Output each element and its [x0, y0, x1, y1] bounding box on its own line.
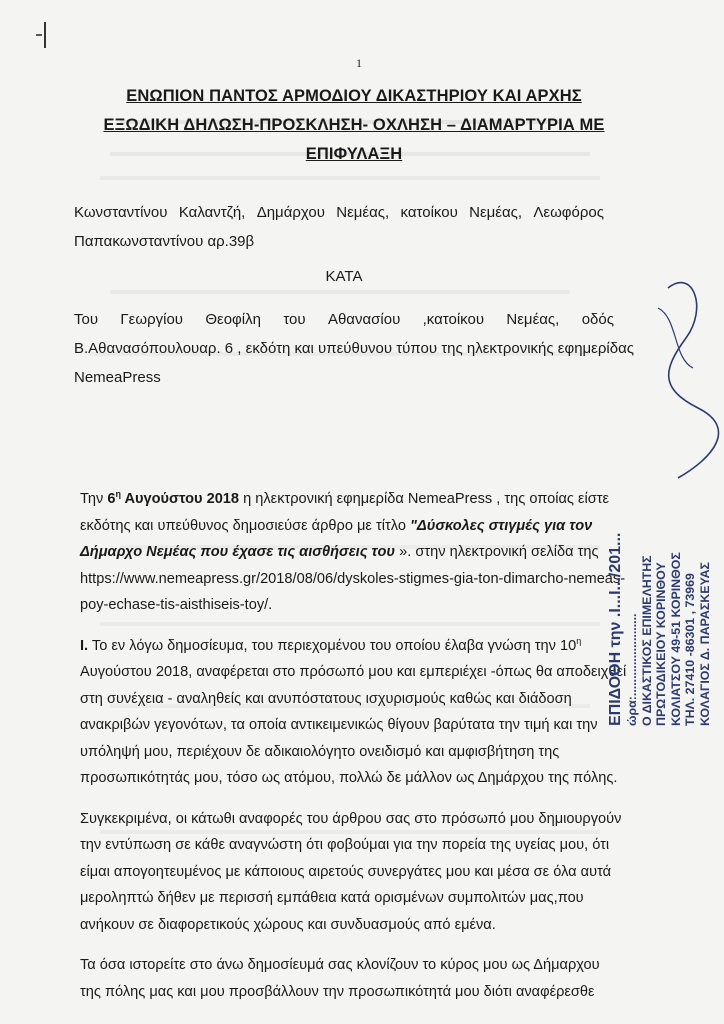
- recipient-word: του: [283, 311, 306, 328]
- heading-line-3: ΕΠΙΦΥΛΑΞΗ: [305, 145, 403, 163]
- document-body: [80, 486, 627, 1019]
- paragraph-4: [80, 952, 624, 1005]
- p1-line-1: [80, 486, 624, 513]
- stamp-time-line: ώρα:........................: [625, 613, 639, 726]
- p2-line-3: στη συνέχεια - αναληθείς και ανυπόστατους ισχυρισμούς καθώς και διάδοση: [80, 690, 572, 707]
- p2-line-4: ανακριβών γεγονότων, τα οποία αντικειμενικώς θίγουν βαρύτατα την τιμή και την: [80, 717, 598, 733]
- recipient-word: ,κατοίκου: [422, 311, 485, 328]
- sender-word: Καλαντζή,: [178, 204, 246, 221]
- recipient-word: Γεωργίου: [120, 311, 183, 328]
- date-day: 6: [107, 491, 116, 507]
- paragraph-3: [80, 806, 624, 939]
- sender-line-1: [74, 198, 604, 227]
- p2-superscript: η: [576, 635, 582, 646]
- p1-text: η ηλεκτρονική εφημερίδα NemeaPress , της οποίας είστε: [239, 491, 609, 507]
- p1-text: Την: [80, 491, 108, 507]
- p3-line-5: ανήκουν σε διαφορετικούς χώρους και συνδυασμούς από εμένα.: [80, 916, 496, 933]
- p3-line-1: Συγκεκριμένα, οι κάτωθι αναφορές του άρθρου σας στο πρόσωπό μου δημιουργούν: [80, 810, 622, 827]
- stamp-court-line: ΠΡΩΤΟΔΙΚΕΙΟΥ ΚΟΡΙΝΘΟΥ: [654, 562, 669, 726]
- p3-line-3: είμαι απογοητευμένος με κάποιους αιρετούς συνεργάτες μου και μέσα σε όλα αυτά: [80, 863, 612, 880]
- sender-word: Νεμέας,: [469, 204, 523, 221]
- p3-line-4: μεροληπτώ δήθεν με περισσή εμπάθεια κατά ορισμένων συμπολιτών μας,που: [80, 890, 584, 906]
- recipient-line-1: [74, 305, 614, 334]
- paragraph-2: [80, 633, 627, 792]
- stamp-name-line: ΚΟΛΑΓΙΟΣ Δ. ΠΑΡΑΣΚΕΥΑΣ: [697, 562, 712, 726]
- date-superscript: η: [115, 489, 121, 500]
- recipient-word: Του: [74, 311, 99, 328]
- sender-word: Κωνσταντίνου: [74, 204, 168, 221]
- recipient-block: [74, 305, 634, 392]
- heading-line-1: ΕΝΩΠΙΟΝ ΠΑΝΤΟΣ ΑΡΜΟΔΙΟΥ ΔΙΚΑΣΤΗΡΙΟΥ ΚΑΙ ΑΡΧΗΣ: [126, 87, 582, 105]
- sender-word: Νεμέας,: [336, 204, 390, 221]
- article-title-part-1: "Δύσκολες στιγμές για τον: [410, 517, 593, 534]
- stamp-address-line: ΚΟΛΙΑΤΣΟΥ 49-51 ΚΟΡΙΝΘΟΣ: [668, 552, 683, 726]
- recipient-word: Θεοφίλη: [205, 311, 261, 328]
- page-number: 1: [356, 56, 362, 70]
- p2-line-2: Αυγούστου 2018, αναφέρεται στο πρόσωπό μου και εμπεριέχει -όπως θα αποδειχθεί: [80, 664, 627, 680]
- recipient-line-3: NemeaPress: [74, 369, 161, 386]
- p4-line-2: της πόλης μας και μου προσβάλλουν την προσωπικότητά μου διότι αναφέρεσθε: [80, 983, 595, 1000]
- p2-text: Το εν λόγω δημοσίευμα, του περιεχομένου του οποίου έλαβα γνώση την 10: [88, 637, 577, 654]
- p3-line-2: την εντύπωση σε κάθε αναγνώστη ότι φοβούμαι για την πορεία της υγείας μου, ότι: [80, 837, 610, 853]
- p2-line-1: [80, 633, 624, 660]
- p1-text: ». στην ηλεκτρονική σελίδα της: [395, 544, 599, 560]
- p2-line-6: προσωπικότητάς μου, τόσο ως ατόμου, πολλώ δε μάλλον ως Δημάρχου της πόλης.: [80, 770, 618, 786]
- stamp-phone-line: ΤΗΛ. 27410 -86301 , 73969: [683, 573, 698, 726]
- p2-line-5: υπόληψή μου, περιέχουν δε αδικαιολόγητο ονειδισμό και αμφισβήτηση της: [80, 743, 560, 760]
- recipient-word: Αθανασίου: [327, 311, 401, 328]
- p1-line-3: [80, 539, 624, 566]
- publication-date: [107, 491, 239, 507]
- section-numeral: Ι.: [80, 637, 89, 654]
- recipient-line-2: Β.Αθανασόπουλουαρ. 6 , εκδότη και υπεύθυνου τύπου της ηλεκτρονικής εφημερίδας: [74, 340, 634, 357]
- scan-mark-2: [36, 34, 42, 36]
- recipient-word: οδός: [581, 311, 614, 328]
- date-month-year: Αυγούστου 2018: [120, 491, 240, 507]
- article-title-part-2: Δήμαρχο Νεμέας που έχασε τις αισθήσεις του: [80, 544, 396, 560]
- p1-text: εκδότης και υπεύθυνος δημοσιεύσε άρθρο με τίτλο: [80, 517, 410, 534]
- sender-word: Λεωφόρος: [533, 204, 604, 221]
- sender-address: Παπακωνσταντίνου αρ.39β: [74, 233, 255, 250]
- kata-label: ΚΑΤΑ: [325, 268, 363, 285]
- stamp-title-line: Ο ΔΙΚΑΣΤΙΚΟΣ ΕΠΙΜΕΛΗΤΗΣ: [639, 555, 654, 726]
- stamp-service-line: ΕΠΙΔΟΘΗ την .Ι...Ι.../201...: [607, 532, 624, 726]
- recipient-word: Νεμέας,: [506, 311, 560, 328]
- article-url-line-1: https://www.nemeapress.gr/2018/08/06/dyskoles-stigmes-gia-ton-dimarcho-nemeas-: [80, 570, 626, 587]
- sender-word: κατοίκου: [400, 204, 458, 221]
- scan-mark: [44, 22, 46, 48]
- article-url-line-2: poy-echase-tis-aisthiseis-toy/.: [80, 597, 273, 613]
- p1-line-2: [80, 513, 624, 540]
- document-heading: [74, 82, 634, 169]
- heading-line-2: ΕΞΩΔΙΚΗ ΔΗΛΩΣΗ-ΠΡΟΣΚΛΗΣΗ- ΟΧΛΗΣΗ – ΔΙΑΜΑΡΤΥΡΙΑ ΜΕ: [103, 116, 605, 134]
- p4-line-1: Τα όσα ιστορείτε στο άνω δημοσίευμά σας κλονίζουν το κύρος μου ως Δήμαρχου: [80, 957, 600, 973]
- paragraph-1: [80, 486, 624, 619]
- sender-word: Δημάρχου: [256, 204, 325, 221]
- sender-block: [74, 198, 604, 256]
